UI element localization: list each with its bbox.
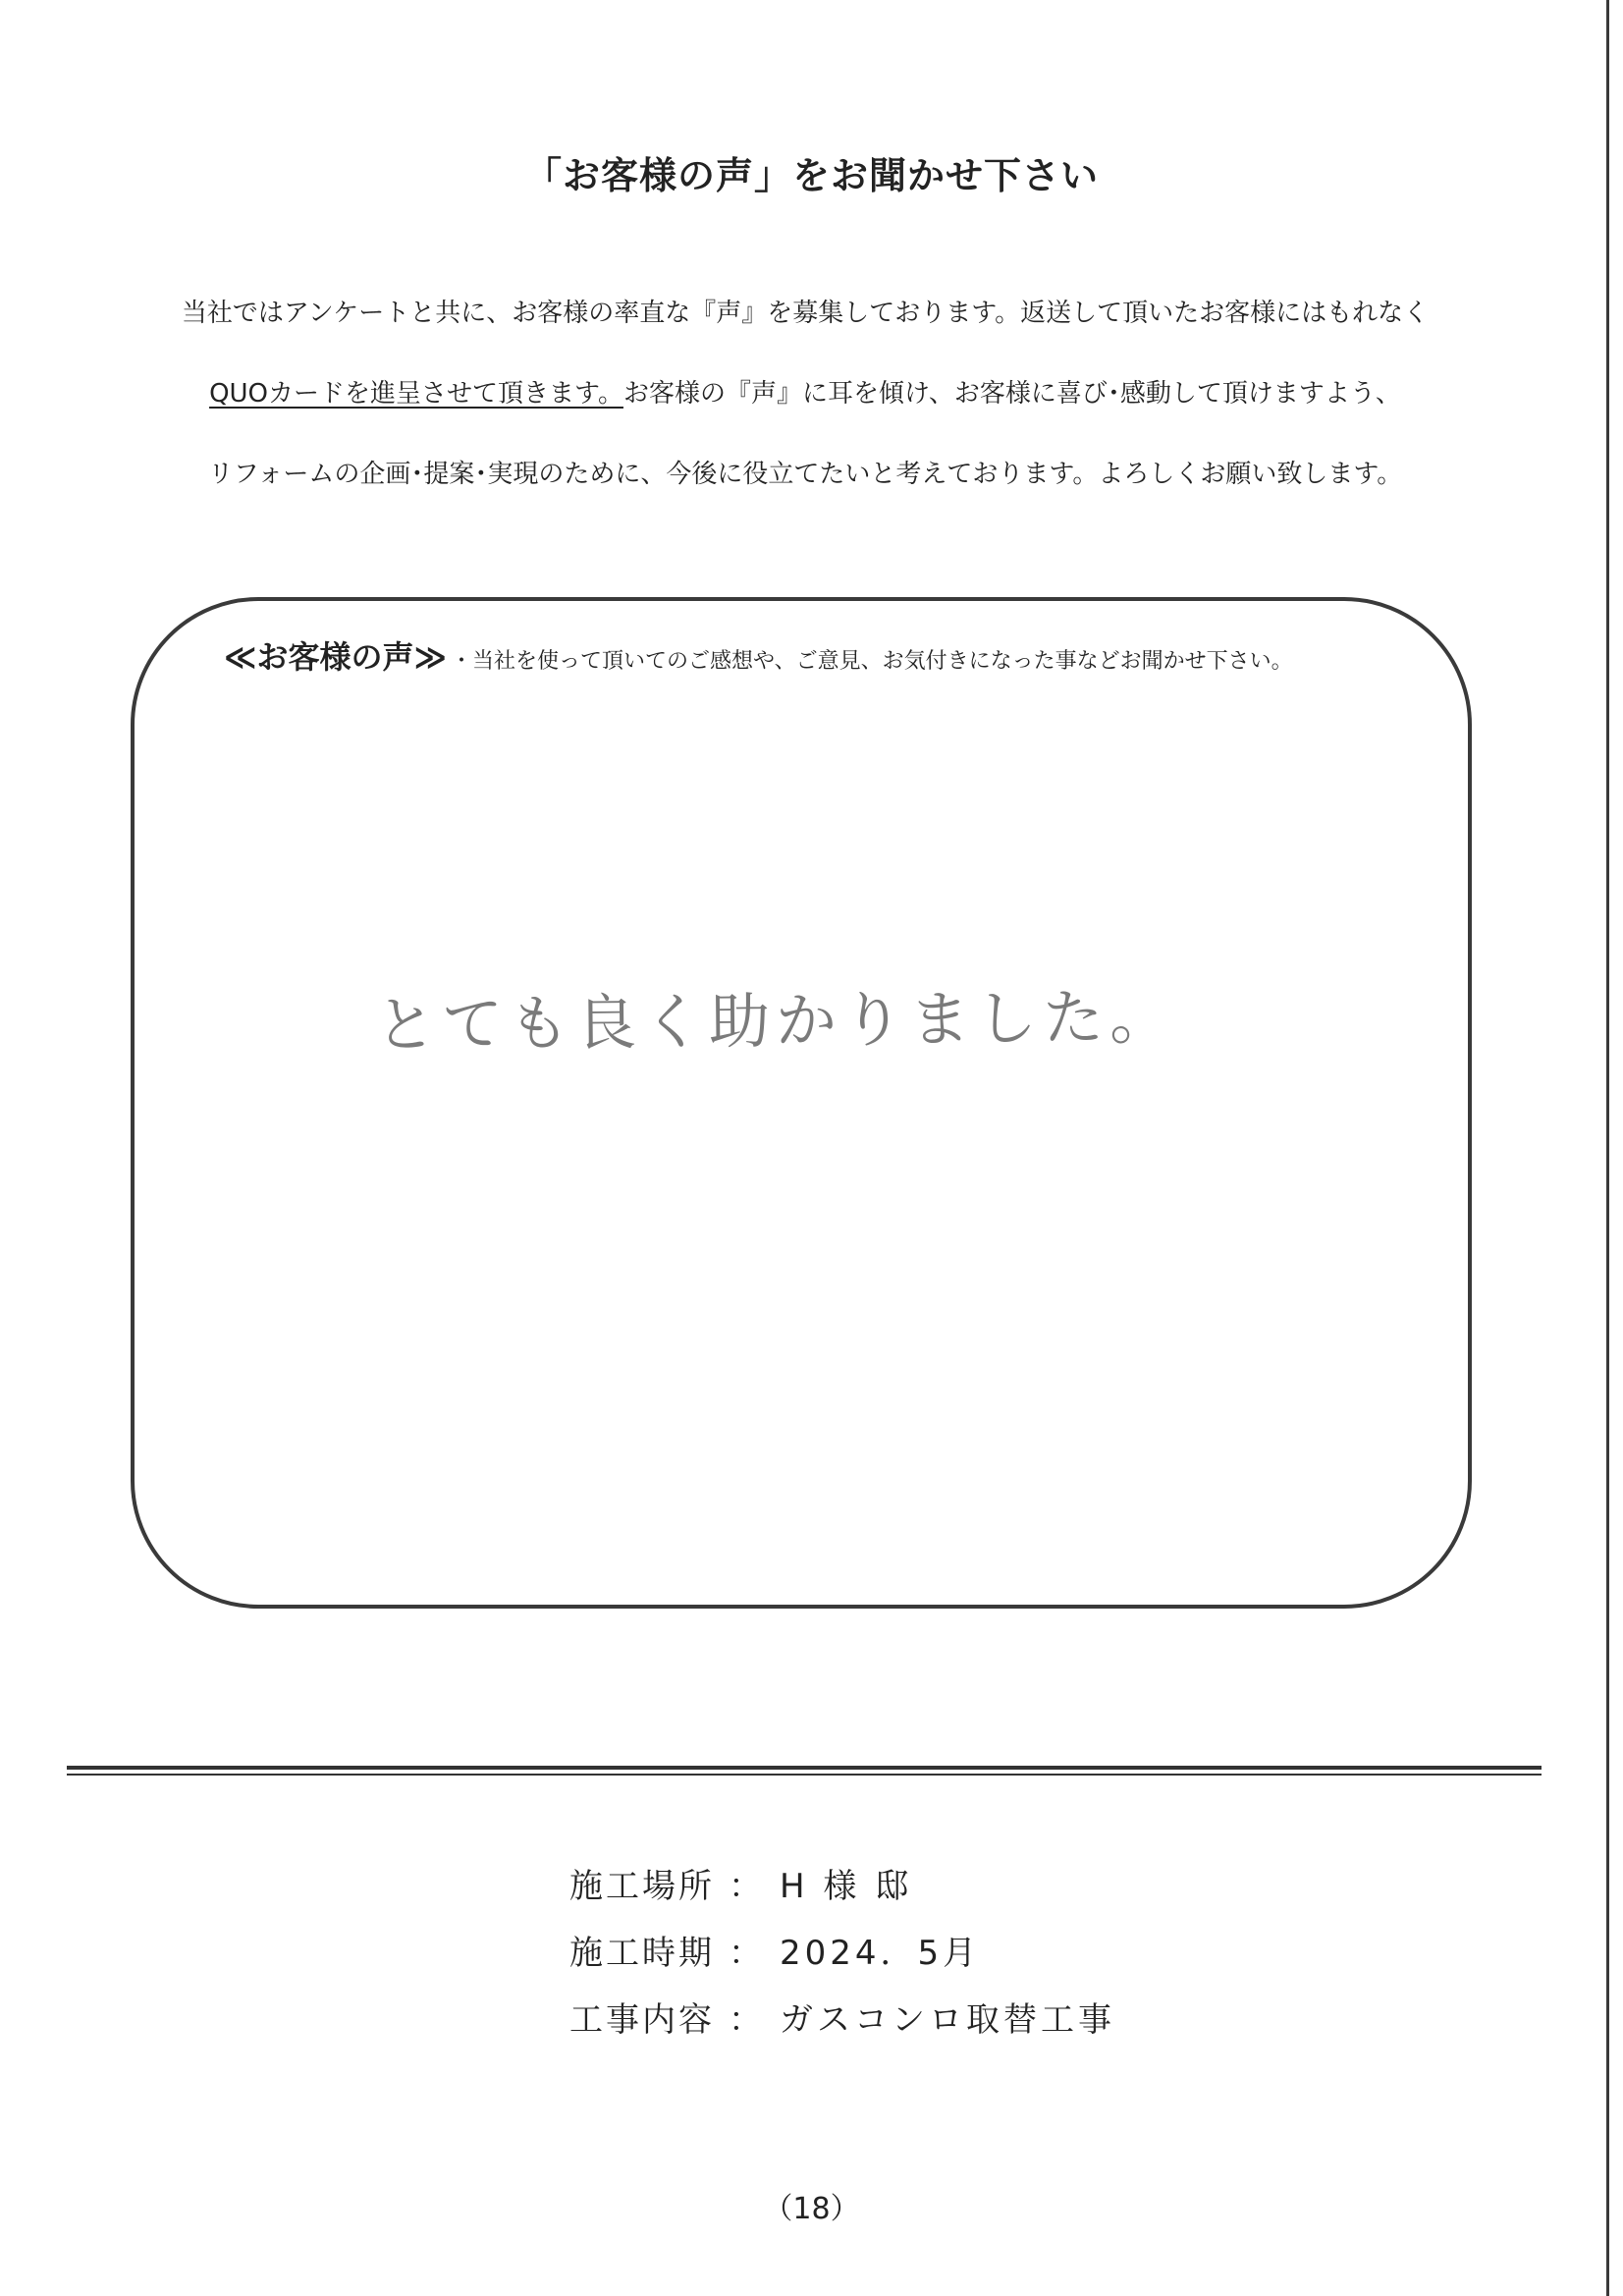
info-row-period [569, 1926, 980, 1974]
intro-line-2 [98, 373, 1512, 410]
page-number: （18） [763, 2192, 860, 2226]
page-edge-line [1606, 0, 1609, 2296]
info-value: H 様 邸 [780, 1867, 913, 1906]
info-value: 2024．5月 [780, 1934, 981, 1973]
info-row-location [569, 1859, 912, 1907]
page-title: 「お客様の声」をお聞かせ下さい [523, 154, 1099, 197]
info-separator: ： [729, 1934, 762, 1973]
divider-thin [67, 1774, 1542, 1776]
info-label: 施工時期 [569, 1934, 715, 1973]
customer-voice-box [131, 597, 1472, 1609]
info-label: 施工場所 [569, 1867, 715, 1906]
intro-line-1: 当社ではアンケートと共に、お客様の率直な『声』を募集しております。返送して頂いたお客様にはもれなく [181, 299, 1430, 328]
voice-box-label: ≪お客様の声≫ [224, 638, 448, 676]
info-value: ガスコンロ取替工事 [780, 2000, 1115, 2040]
info-separator: ： [729, 2000, 762, 2040]
divider-thick [67, 1766, 1542, 1770]
voice-box-hint: ・当社を使って頂いてのご感想や、ご意見、お気付きになった事などお聞かせ下さい。 [451, 649, 1293, 674]
handwritten-response: とても良く助かりました。 [374, 980, 1177, 1062]
intro-line-2-rest: お客様の『声』に耳を傾け、お客様に喜び･感動して頂けますよう、 [622, 379, 1401, 409]
info-row-work-type [569, 1993, 1115, 2041]
info-separator: ： [729, 1867, 762, 1906]
intro-line-3: リフォームの企画･提案･実現のために、今後に役立てたいと考えております。よろしくお願い致します。 [207, 460, 1403, 489]
voice-box-header [224, 632, 1293, 678]
info-label: 工事内容 [569, 2000, 715, 2040]
quo-card-notice: QUOカードを進呈させて頂きます。 [209, 379, 623, 409]
